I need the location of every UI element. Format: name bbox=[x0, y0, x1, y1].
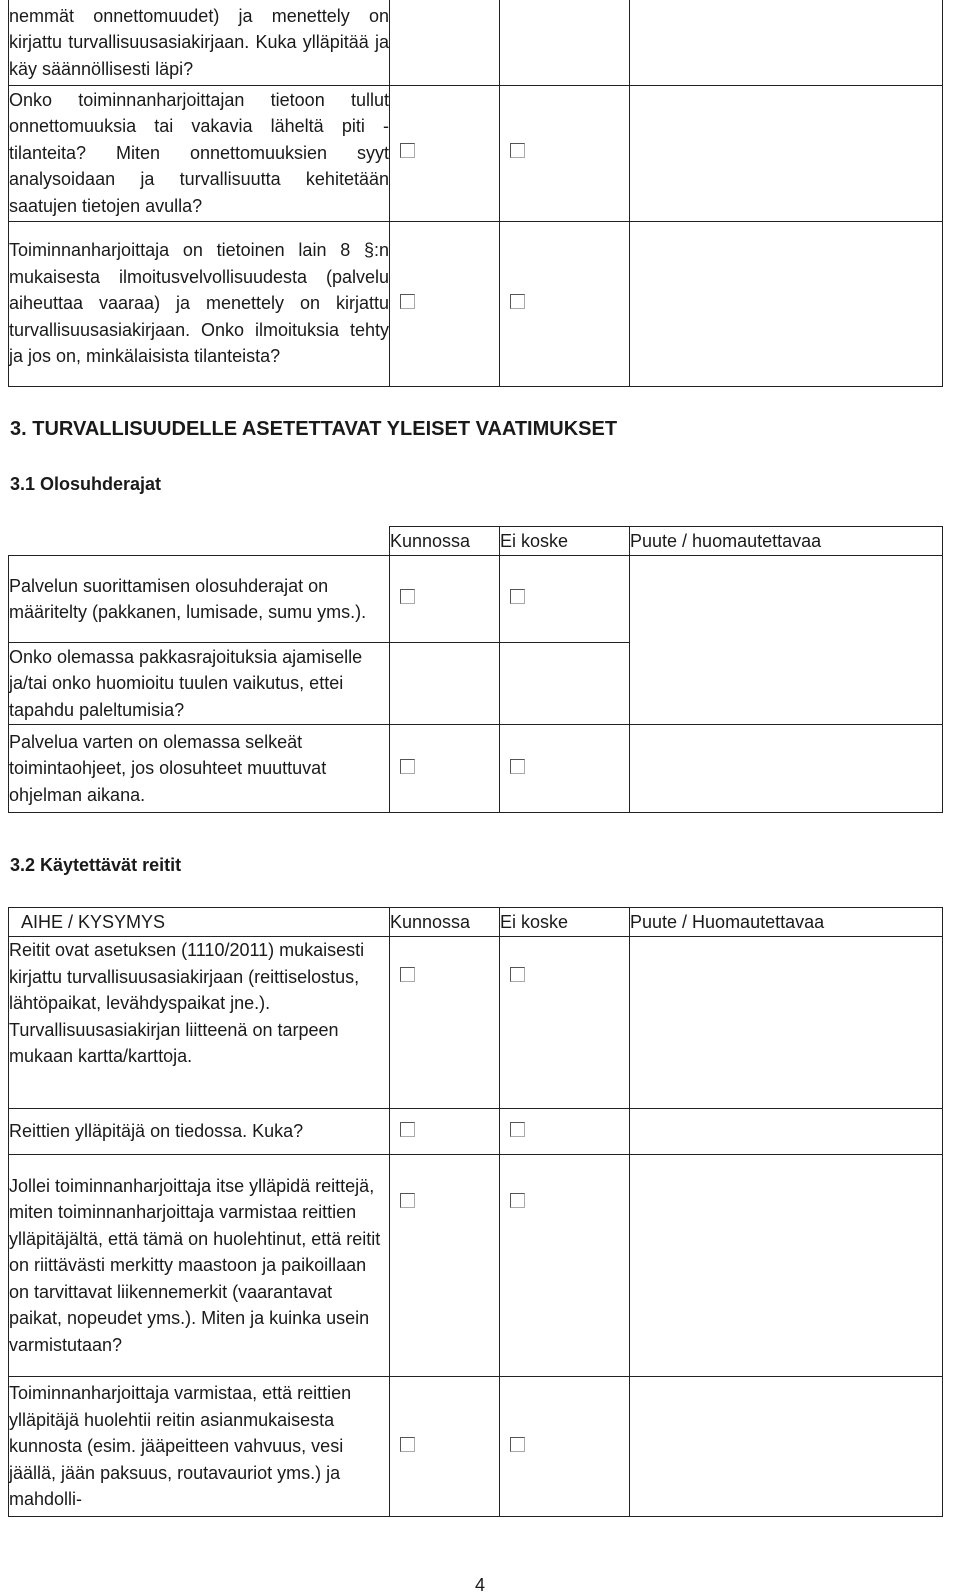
kunnossa-cell bbox=[390, 556, 500, 643]
kunnossa-cell bbox=[390, 221, 500, 386]
kunnossa-checkbox[interactable] bbox=[400, 143, 415, 158]
question-text: nemmät onnettomuudet) ja menettely on kirjattu turvallisuusasiakirjaan. Kuka ylläpitää ja käy säännöllisesti läpi? bbox=[9, 0, 390, 85]
table-row bbox=[9, 1109, 943, 1155]
ei-koske-cell bbox=[500, 0, 630, 85]
question-text: Reittien ylläpitäjä on tiedossa. Kuka? bbox=[9, 1109, 390, 1155]
table-row bbox=[9, 0, 943, 85]
ei-koske-checkbox[interactable] bbox=[510, 967, 525, 982]
page-number: 4 bbox=[474, 1575, 485, 1595]
header-ei-koske: Ei koske bbox=[500, 527, 630, 556]
ei-koske-checkbox[interactable] bbox=[510, 589, 525, 604]
table-row bbox=[9, 556, 943, 643]
section-3-2-heading: 3.2 Käytettävät reitit bbox=[10, 855, 182, 875]
kunnossa-checkbox[interactable] bbox=[400, 1122, 415, 1137]
ei-koske-cell bbox=[500, 85, 630, 221]
ei-koske-cell bbox=[500, 1377, 630, 1517]
table-row bbox=[9, 221, 943, 386]
kunnossa-cell bbox=[390, 1155, 500, 1377]
remarks-cell[interactable] bbox=[630, 85, 943, 221]
table-header-row bbox=[9, 527, 943, 556]
ei-koske-cell bbox=[500, 1155, 630, 1377]
section-3-heading: 3. TURVALLISUUDELLE ASETETTAVAT YLEISET VAATIMUKSET bbox=[10, 418, 618, 440]
kunnossa-cell bbox=[390, 85, 500, 221]
table-header-row bbox=[9, 908, 943, 937]
ei-koske-cell bbox=[500, 221, 630, 386]
table-row bbox=[9, 1377, 943, 1517]
table-row bbox=[9, 85, 943, 221]
question-text: Jollei toiminnanharjoittaja itse ylläpidä reittejä, miten toiminnanharjoittaja varmistaa reittien ylläpitäjältä, että tämä on huolehtinut, että reitit on riittävästi merkitty maastoon ja paikoillaan on tarvittavat liikennemerkit (vaarantavat paikat, nopeudet yms.). Miten ja kuinka usein varmistutaan? bbox=[9, 1155, 390, 1377]
question-text: Toiminnanharjoittaja on tietoinen lain 8 §:n mukaisesta ilmoitusvelvollisuudesta (palvelu aiheuttaa vaaraa) ja menettely on kirjattu turvallisuusasiakirjaan. Onko ilmoituksia tehty ja jos on, minkälaisista tilanteista? bbox=[9, 221, 390, 386]
ei-koske-cell bbox=[500, 1109, 630, 1155]
header-puute: Puute / Huomautettavaa bbox=[630, 908, 943, 937]
kunnossa-cell bbox=[390, 0, 500, 85]
header-puute: Puute / huomautettavaa bbox=[630, 527, 943, 556]
kunnossa-checkbox[interactable] bbox=[400, 967, 415, 982]
ei-koske-cell bbox=[500, 937, 630, 1109]
kunnossa-checkbox[interactable] bbox=[400, 1193, 415, 1208]
kunnossa-cell bbox=[390, 1377, 500, 1517]
ei-koske-checkbox[interactable] bbox=[510, 759, 525, 774]
remarks-cell[interactable] bbox=[630, 221, 943, 386]
header-kunnossa: Kunnossa bbox=[390, 527, 500, 556]
olosuhderajat-table bbox=[8, 526, 943, 813]
ei-koske-checkbox[interactable] bbox=[510, 1122, 525, 1137]
remarks-cell[interactable] bbox=[630, 556, 943, 725]
kunnossa-cell bbox=[390, 643, 500, 725]
kunnossa-checkbox[interactable] bbox=[400, 589, 415, 604]
table-row bbox=[9, 1155, 943, 1377]
table-row bbox=[9, 937, 943, 1109]
kunnossa-checkbox[interactable] bbox=[400, 1437, 415, 1452]
ei-koske-cell bbox=[500, 725, 630, 813]
header-ei-koske: Ei koske bbox=[500, 908, 630, 937]
kunnossa-cell bbox=[390, 725, 500, 813]
remarks-cell[interactable] bbox=[630, 725, 943, 813]
header-topic bbox=[9, 527, 390, 556]
kunnossa-checkbox[interactable] bbox=[400, 759, 415, 774]
question-text: Palvelun suorittamisen olosuhderajat on määritelty (pakkanen, lumisade, sumu yms.). bbox=[9, 556, 390, 643]
ei-koske-checkbox[interactable] bbox=[510, 1193, 525, 1208]
question-text: Palvelua varten on olemassa selkeät toimintaohjeet, jos olosuhteet muuttuvat ohjelman aikana. bbox=[9, 725, 390, 813]
kaytettavat-reitit-table bbox=[8, 907, 943, 1517]
remarks-cell[interactable] bbox=[630, 1155, 943, 1377]
remarks-cell[interactable] bbox=[630, 1377, 943, 1517]
remarks-cell[interactable] bbox=[630, 0, 943, 85]
table-row bbox=[9, 725, 943, 813]
question-text: Toiminnanharjoittaja varmistaa, että reittien ylläpitäjä huolehtii reitin asianmukaisesta kunnosta (esim. jääpeitteen vahvuus, vesi jäällä, jään paksuus, routavauriot yms.) ja mahdolli- bbox=[9, 1377, 390, 1517]
header-topic: AIHE / KYSYMYS bbox=[9, 908, 390, 937]
kunnossa-cell bbox=[390, 1109, 500, 1155]
question-text: Reitit ovat asetuksen (1110/2011) mukaisesti kirjattu turvallisuusasiakirjaan (reittiselostus, lähtöpaikat, levähdyspaikat jne.). Turvallisuusasiakirjan liitteenä on tarpeen mukaan kartta/karttoja. bbox=[9, 937, 390, 1109]
ei-koske-checkbox[interactable] bbox=[510, 1437, 525, 1452]
ei-koske-checkbox[interactable] bbox=[510, 294, 525, 309]
section-3-1-heading: 3.1 Olosuhderajat bbox=[10, 474, 162, 494]
kunnossa-checkbox[interactable] bbox=[400, 294, 415, 309]
top-checklist-table bbox=[8, 0, 943, 387]
kunnossa-cell bbox=[390, 937, 500, 1109]
remarks-cell[interactable] bbox=[630, 937, 943, 1109]
header-kunnossa: Kunnossa bbox=[390, 908, 500, 937]
ei-koske-cell bbox=[500, 643, 630, 725]
question-text: Onko toiminnanharjoittajan tietoon tullut onnettomuuksia tai vakavia läheltä piti -tilanteita? Miten onnettomuuksien syyt analysoidaan ja turvallisuutta kehitetään saatujen tietojen avulla? bbox=[9, 85, 390, 221]
ei-koske-checkbox[interactable] bbox=[510, 143, 525, 158]
remarks-cell[interactable] bbox=[630, 1109, 943, 1155]
ei-koske-cell bbox=[500, 556, 630, 643]
question-text: Onko olemassa pakkasrajoituksia ajamiselle ja/tai onko huomioitu tuulen vaikutus, ettei tapahdu paleltumisia? bbox=[9, 643, 390, 725]
